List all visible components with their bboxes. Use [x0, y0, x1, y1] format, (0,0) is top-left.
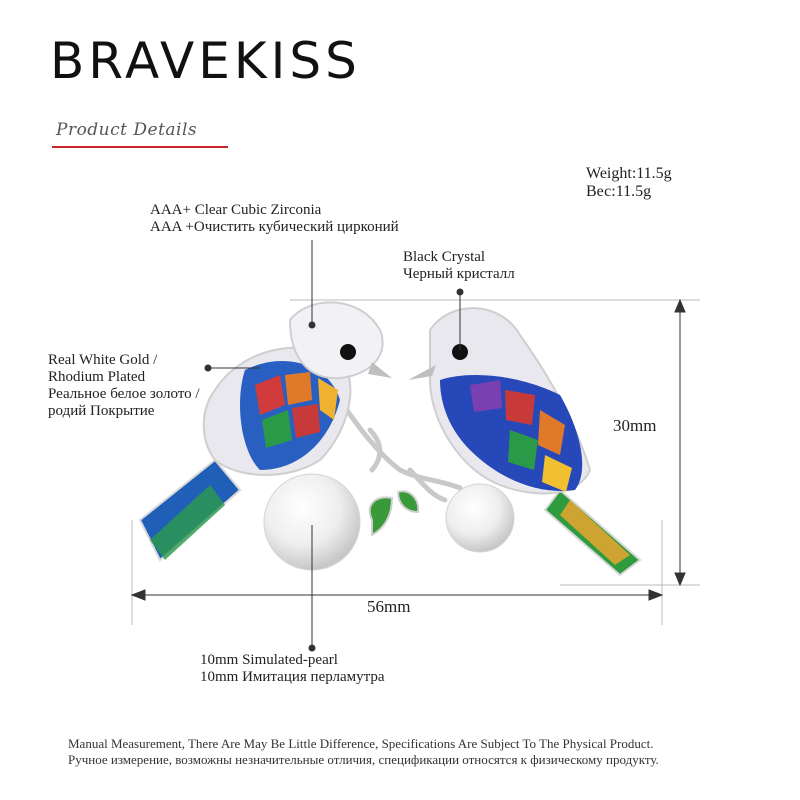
- footer-disclaimer: [68, 736, 659, 768]
- zirconia-en: AAA+ Clear Cubic Zirconia: [150, 202, 322, 218]
- section-label: Product Details: [56, 120, 198, 140]
- zirconia-label: [150, 202, 399, 236]
- plating-en-1: Real White Gold /: [48, 352, 158, 368]
- pearl-en: 10mm Simulated-pearl: [200, 652, 338, 668]
- crystal-en: Black Crystal: [403, 249, 486, 265]
- crystal-label: [403, 249, 515, 283]
- crystal-ru: Черный кристалл: [403, 266, 515, 282]
- plating-ru-1: Реальное белое золото /: [48, 386, 200, 402]
- footer-en: Manual Measurement, There Are May Be Little Difference, Specifications Are Subject To The Physical Product.: [68, 736, 654, 751]
- footer-ru: Ручное измерение, возможны незначительные отличия, спецификации относятся к физическому продукту.: [68, 752, 659, 767]
- leaf: [370, 491, 418, 535]
- pearl-label: [200, 652, 385, 686]
- brand-title: BRAVEKISS: [50, 32, 361, 90]
- plating-ru-2: родий Покрытие: [48, 403, 155, 419]
- height-dimension-label: 30mm: [613, 416, 657, 435]
- zirconia-ru: AAA +Очистить кубический цирконий: [150, 219, 399, 235]
- weight-spec: [586, 165, 672, 201]
- pearl-ru: 10mm Имитация перламутра: [200, 669, 385, 685]
- plating-label: [48, 352, 200, 420]
- weight-en: Weight:11.5g: [586, 165, 672, 182]
- width-dimension-label: 56mm: [367, 597, 411, 616]
- right-bird: [408, 308, 640, 575]
- plating-en-2: Rhodium Plated: [48, 369, 146, 385]
- weight-ru: Вес:11.5g: [586, 183, 652, 200]
- pearl-small: [446, 484, 514, 552]
